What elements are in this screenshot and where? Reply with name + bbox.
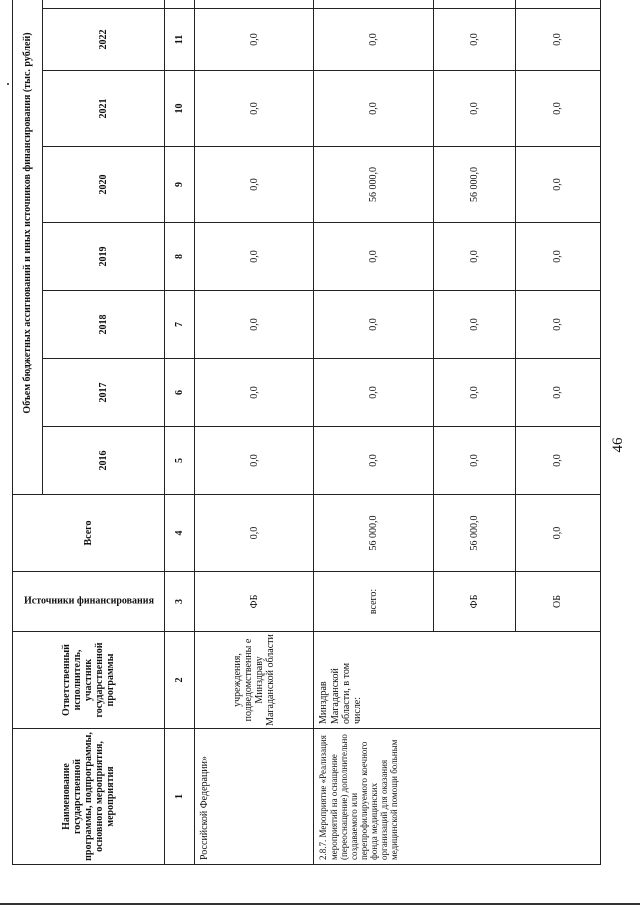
row-value: 0,0 bbox=[515, 9, 600, 71]
colnum: 1 bbox=[165, 729, 195, 865]
row-value: 0,0 bbox=[195, 291, 314, 359]
row-value: 0,0 bbox=[433, 291, 515, 359]
header-source-label: Источники финансирования bbox=[23, 595, 154, 607]
year-2018: 2018 bbox=[42, 291, 164, 359]
row-name: Российской Федерации» bbox=[195, 729, 314, 865]
row-total: 56 000,0 bbox=[314, 495, 433, 572]
row-value: 0,0 bbox=[515, 223, 600, 291]
header-name: Наименование государственной программы, подпрограммы, основного мероприятия, мероприятия bbox=[13, 729, 165, 865]
row-value: 0,0 bbox=[433, 9, 515, 71]
header-executor: Ответственный исполнитель, участник государственной программы bbox=[13, 632, 165, 729]
row-source: всего: bbox=[314, 572, 433, 632]
row-value: 0,0 bbox=[433, 427, 515, 495]
year-2020: 2020 bbox=[42, 147, 164, 223]
row-value: 0,0 bbox=[515, 291, 600, 359]
row-value: 56 000,0 bbox=[314, 147, 433, 223]
colnum: 10 bbox=[165, 71, 195, 147]
header-total: Всего bbox=[13, 495, 165, 572]
colnum: 9 bbox=[165, 147, 195, 223]
colnum: 11 bbox=[165, 9, 195, 71]
row-value: 0,0 bbox=[314, 427, 433, 495]
year-2017: 2017 bbox=[42, 359, 164, 427]
year-2022: 2022 bbox=[42, 9, 164, 71]
colnum: 5 bbox=[165, 427, 195, 495]
row-value: 0,0 bbox=[195, 427, 314, 495]
row-value: 0,0 bbox=[195, 223, 314, 291]
colnum: 6 bbox=[165, 359, 195, 427]
row-total: 0,0 bbox=[515, 495, 600, 572]
row-total: 0,0 bbox=[195, 495, 314, 572]
row-total: 56 000,0 bbox=[433, 495, 515, 572]
row-value bbox=[433, 0, 515, 9]
header-source bbox=[13, 572, 165, 632]
row-value: 0,0 bbox=[515, 359, 600, 427]
row-value: 0,0 bbox=[314, 359, 433, 427]
row-value bbox=[195, 0, 314, 9]
row-value: 0,0 bbox=[515, 427, 600, 495]
year-2019: 2019 bbox=[42, 223, 164, 291]
table-row bbox=[195, 0, 314, 865]
row-executor: Минздрав Магаданской области, в том числе: bbox=[314, 632, 601, 729]
row-source: ФБ bbox=[195, 572, 314, 632]
colnum: 3 bbox=[165, 572, 195, 632]
row-value: 0,0 bbox=[433, 223, 515, 291]
header-funding-group: Объем бюджетных ассигнований и иных источников финансирования (тыс. рублей) bbox=[13, 0, 43, 495]
colnum: 2 bbox=[165, 632, 195, 729]
row-value: 0,0 bbox=[433, 359, 515, 427]
row-value: 0,0 bbox=[314, 291, 433, 359]
colnum: 8 bbox=[165, 223, 195, 291]
year-2016: 2016 bbox=[42, 427, 164, 495]
colnum: 7 bbox=[165, 291, 195, 359]
budget-table bbox=[12, 0, 601, 865]
row-value bbox=[515, 0, 600, 9]
row-source: ФБ bbox=[433, 572, 515, 632]
colnum: 4 bbox=[165, 495, 195, 572]
row-value: 0,0 bbox=[314, 223, 433, 291]
row-value: 0,0 bbox=[195, 9, 314, 71]
scan-speck bbox=[7, 83, 9, 85]
row-value bbox=[314, 0, 433, 9]
row-source: ОБ bbox=[515, 572, 600, 632]
column-number-row bbox=[165, 0, 195, 865]
table-row bbox=[314, 0, 433, 865]
row-value: 0,0 bbox=[314, 71, 433, 147]
page-number: 46 bbox=[610, 437, 626, 453]
header-row-top bbox=[13, 0, 43, 865]
row-value: 0,0 bbox=[515, 147, 600, 223]
row-name: 2.8.7. Мероприятие «Реализация мероприятий на оснащение (переоснащение) дополнительно создаваемого или перепрофилируемого коечного фонда медицинских организаций для оказания медицинской помощи больным bbox=[314, 729, 601, 865]
row-value: 0,0 bbox=[195, 71, 314, 147]
row-executor: учреждения, подведомственны е Минздраву Магаданской области bbox=[195, 632, 314, 729]
row-value: 0,0 bbox=[195, 359, 314, 427]
colnum bbox=[165, 0, 195, 9]
year-2021: 2021 bbox=[42, 71, 164, 147]
row-value: 56 000,0 bbox=[433, 147, 515, 223]
row-value: 0,0 bbox=[195, 147, 314, 223]
row-value: 0,0 bbox=[314, 9, 433, 71]
row-value: 0,0 bbox=[433, 71, 515, 147]
year-2023 bbox=[42, 0, 164, 9]
row-value: 0,0 bbox=[515, 71, 600, 147]
